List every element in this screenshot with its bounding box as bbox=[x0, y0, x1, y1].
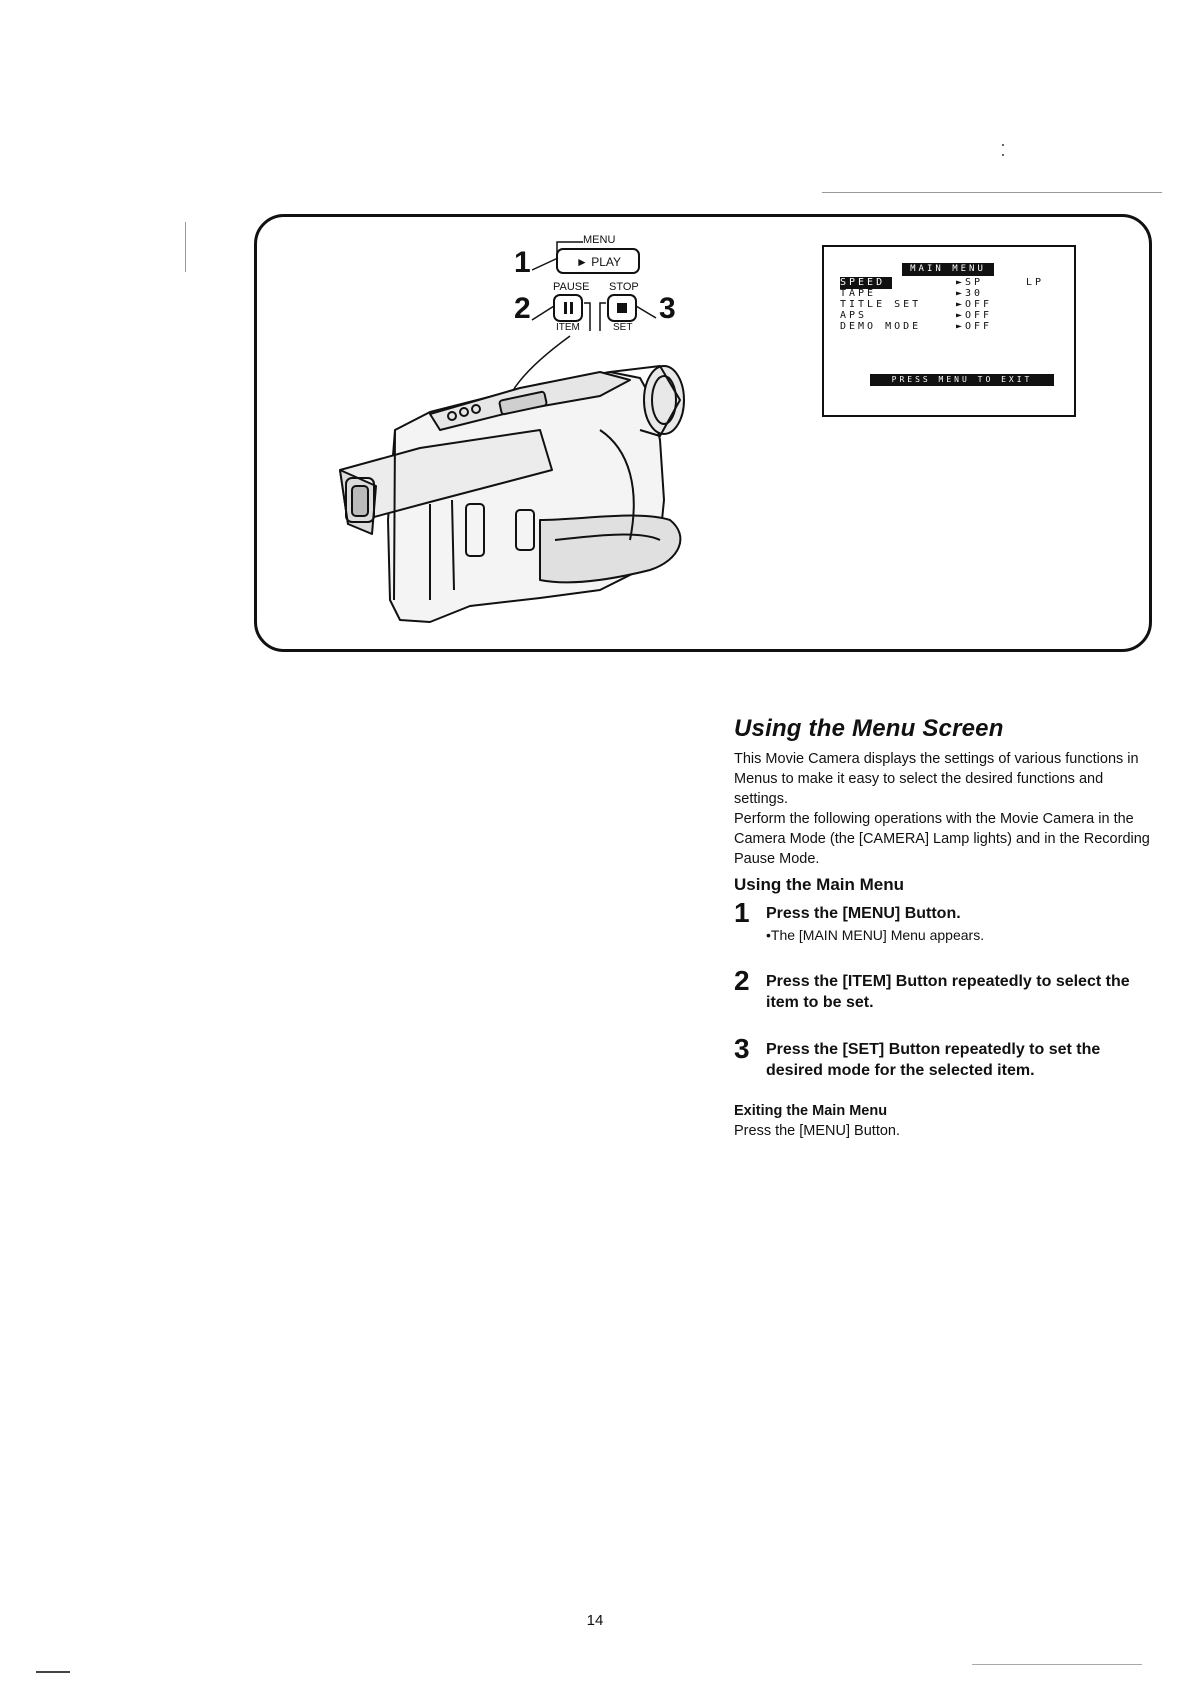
osd-row-alt: LP bbox=[1026, 277, 1045, 288]
step-1-pointer bbox=[530, 252, 564, 272]
osd-row-value: ►SP bbox=[956, 277, 984, 288]
osd-exit-text: PRESS MENU TO EXIT bbox=[891, 375, 1033, 384]
osd-row-value: ►OFF bbox=[956, 321, 993, 332]
step-text: Press the [MENU] Button. bbox=[766, 905, 961, 922]
step-pointers bbox=[530, 298, 670, 328]
step-2 bbox=[734, 965, 1154, 1013]
step-number: 1 bbox=[734, 897, 750, 928]
osd-row-value: ►OFF bbox=[956, 310, 993, 321]
osd-row-label: TAPE bbox=[840, 288, 877, 299]
stop-label: STOP bbox=[609, 281, 639, 293]
set-label: SET bbox=[613, 322, 633, 333]
exit-text: Press the [MENU] Button. bbox=[734, 1123, 901, 1139]
instructions bbox=[734, 715, 1154, 1141]
step-text: Press the [ITEM] Button repeatedly to select the item to be set. bbox=[766, 973, 1130, 1011]
menu-label: MENU bbox=[583, 234, 616, 246]
osd-row-label: APS bbox=[840, 310, 868, 321]
step-1 bbox=[734, 897, 1154, 945]
step-text: Press the [SET] Button repeatedly to set the desired mode for the selected item. bbox=[766, 1041, 1101, 1079]
osd-row-demo-mode bbox=[840, 321, 1026, 333]
intro-paragraph-2: Perform the following operations with the Movie Camera in the Camera Mode (the [CAMERA] Lamp lights) and in the Recording Pause Mode. bbox=[734, 811, 1150, 867]
exit-heading: Exiting the Main Menu bbox=[734, 1103, 888, 1119]
subheading-main-menu: Using the Main Menu bbox=[734, 875, 904, 894]
step-number: 2 bbox=[734, 965, 750, 996]
step-3 bbox=[734, 1033, 1154, 1081]
osd-row-label: SPEED bbox=[840, 277, 892, 289]
section-title: Using the Menu Screen bbox=[734, 715, 1004, 742]
pause-label: PAUSE bbox=[553, 281, 590, 293]
step-3-marker: 3 bbox=[659, 292, 676, 325]
step-note: •The [MAIN MENU] Menu appears. bbox=[766, 927, 985, 943]
menu-screen-display bbox=[822, 245, 1076, 417]
step-number: 3 bbox=[734, 1033, 750, 1064]
step-2-marker: 2 bbox=[514, 292, 531, 325]
step-1-marker: 1 bbox=[514, 246, 531, 279]
item-label: ITEM bbox=[556, 322, 580, 333]
page-number: 14 bbox=[586, 1612, 604, 1629]
osd-row-label: TITLE SET bbox=[840, 299, 922, 310]
play-button bbox=[556, 248, 640, 274]
osd-row-value: ►30 bbox=[956, 288, 984, 299]
intro-paragraph-1: This Movie Camera displays the settings of various functions in Menus to make it easy to select the desired functions and settings. bbox=[734, 751, 1139, 807]
osd-row-label: DEMO MODE bbox=[840, 321, 922, 332]
osd-exit-bar bbox=[870, 374, 1054, 386]
osd-title-bar bbox=[902, 263, 994, 276]
play-label: ► PLAY bbox=[576, 255, 622, 269]
osd-row-value: ►OFF bbox=[956, 299, 993, 310]
osd-title: MAIN MENU bbox=[910, 264, 986, 274]
